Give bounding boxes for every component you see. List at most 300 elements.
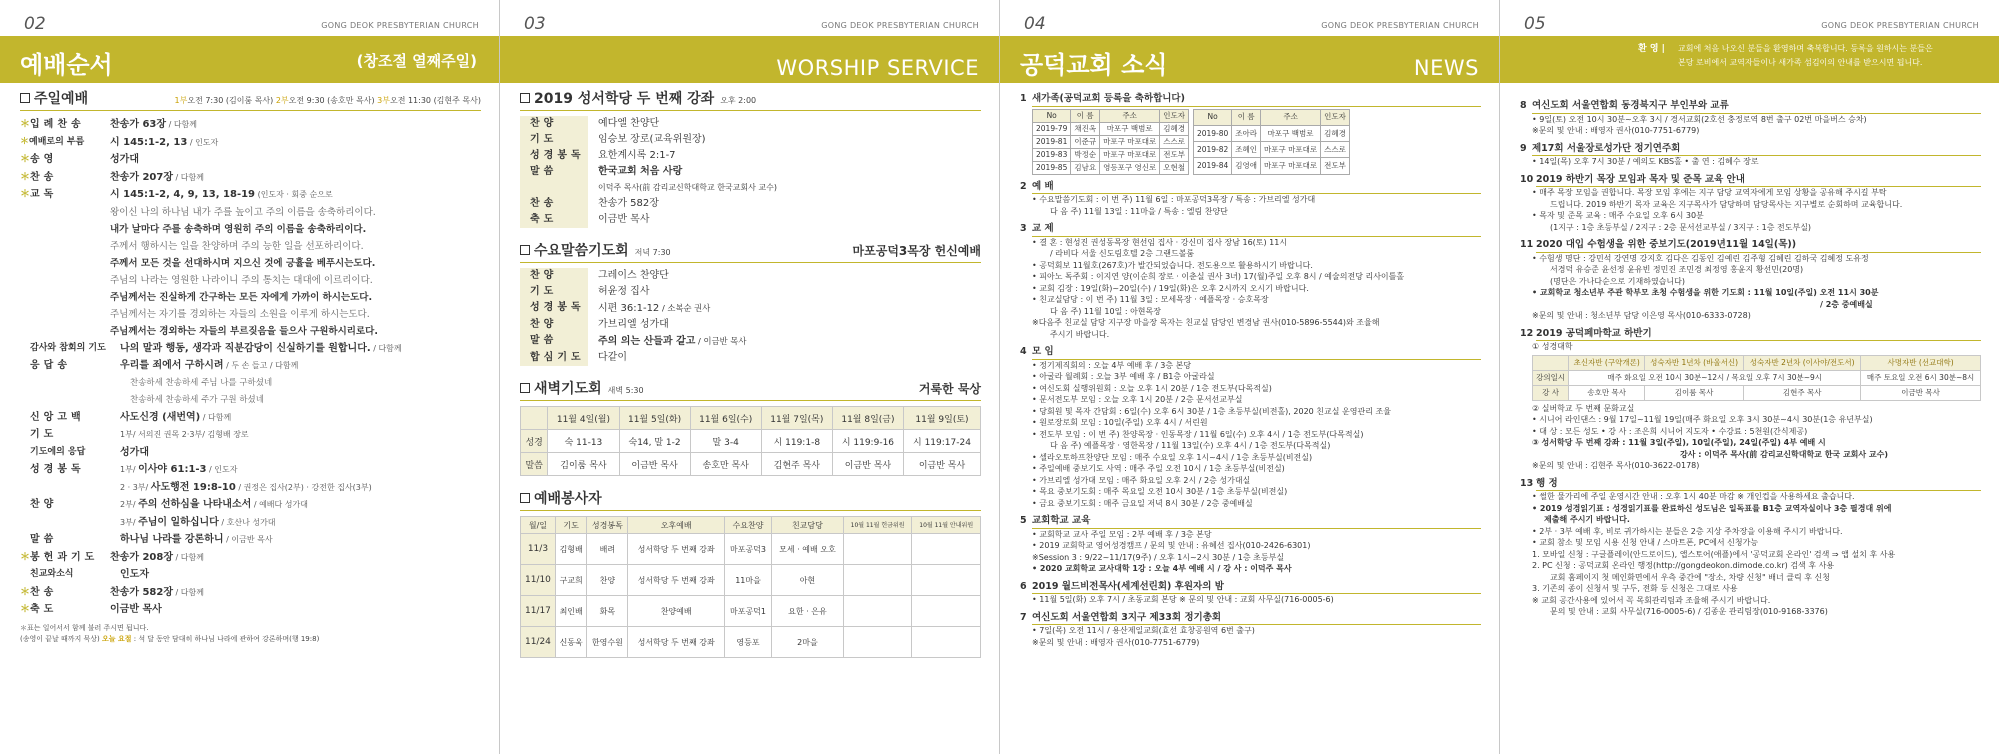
news-item: • 썰한 물가리에 주일 운영시간 안내 : 오후 1시 40분 마감 ※ 개인컵을 사용하세요 출습니다. xyxy=(1532,492,1855,501)
order-value xyxy=(120,426,481,444)
section-title: 수요말씀기도회 xyxy=(534,243,629,259)
order-main: 예다엘 찬양단 xyxy=(598,118,660,129)
verse-label: 오늘 요절 xyxy=(102,634,132,643)
row-header: 11/24 xyxy=(521,627,556,658)
order-sub: 1부/ xyxy=(120,465,139,474)
section-header xyxy=(520,378,981,401)
reading-line: 주님의 나라는 영원한 나라이니 주의 통치는 대대에 이르리이다. xyxy=(110,274,373,286)
page-title: 공덕교회 소식 xyxy=(1020,51,1168,79)
order-value xyxy=(588,333,746,350)
date-header: 11월 6일(수) xyxy=(690,407,761,430)
order-label: 찬양 xyxy=(30,499,58,510)
table-cell: 신동욱 xyxy=(555,627,587,658)
order-main: 찬송가 582장 xyxy=(598,198,659,209)
order-sub: / 두 손 들고 / 다함께 xyxy=(223,361,299,370)
row-header: 말씀 xyxy=(521,453,548,476)
news-item: • 14일(목) 오후 7시 30분 / 예의도 KBS홀 • 출 연 : 김혜수 장로 xyxy=(1532,157,1759,166)
welcome-line: 교회에 처음 나오신 분들을 환영하며 축복합니다. 등록을 원하시는 분들은 xyxy=(1678,44,1933,53)
news-item: ※다음주 친교실 담당 지구장 마을장 목자는 친교실 담당인 변경남 권사(010-5896-5544)와 조율해 xyxy=(1032,318,1380,327)
order-main: 다같이 xyxy=(598,352,627,363)
section-time: 저녁 7:30 xyxy=(634,248,671,257)
table-cell: 최인배 xyxy=(555,596,587,627)
order-label: 기도에의 응답 xyxy=(30,446,86,457)
table-cell: 영등포 xyxy=(725,627,772,658)
order-label xyxy=(20,479,120,497)
table-cell: 이금반 목사 xyxy=(619,453,690,476)
section-time: 새벽 5:30 xyxy=(607,386,644,395)
news-item: • 2019 교회학교 영어성경캠프 / 문의 및 안내 : 유혜선 집사(010-2426-6301) xyxy=(1032,541,1311,550)
order-sub: / 다함께 xyxy=(173,587,204,597)
news-heading: 모 임 xyxy=(1032,346,1481,360)
order-sub: 2 · 3부/ xyxy=(120,482,151,492)
table-cell: 마포구 마포대로 xyxy=(1261,142,1321,158)
order-row xyxy=(520,180,981,196)
order-row xyxy=(20,116,481,134)
news-heading: 2019 공덕페마학교 하반기 xyxy=(1536,328,1981,342)
order-label: 기도 xyxy=(520,284,588,300)
table-header-row xyxy=(1033,109,1189,122)
order-main: 나의 말과 행동, 생각과 직분감당이 신실하기를 원합니다. xyxy=(120,342,371,354)
table-cell: 스스로 xyxy=(1321,142,1350,158)
news-item: • 2부 · 3부 예배 후, 비로 귀가하시는 분들은 2층 지상 주차장을 이용해 주시기 바랍니다. xyxy=(1532,526,1843,536)
order-row xyxy=(20,566,481,584)
title-band xyxy=(500,36,999,83)
news-item: • 피아노 독주회 : 이지연 양(이순희 장로 · 이춘실 권사 3녀) 17(월)주일 오후 8시 / 예술의전당 리사이틀홀 xyxy=(1032,272,1405,281)
page-title-en: NEWS xyxy=(1413,56,1479,80)
table-row xyxy=(1193,142,1349,158)
star-note: ＊표는 일어서서 함께 불러 주시면 됩니다. xyxy=(20,623,149,632)
news-heading: 여신도회 서울연합회 동경북지구 부인부와 교류 xyxy=(1532,100,1981,114)
usher-names-cell xyxy=(912,627,981,658)
order-value xyxy=(120,340,481,358)
news-body: 1 새가족(공덕교회 등록을 축하합니다) No 이 름 주소 인도자 2019-79 채진옥 마포구 백범로 김혜경 2019-81 이준규 마포구 마포대로 스스로 2019-83 박정순 마포구 마포대로 전도부 2019-85 김남요 영등포구 영신로 오현철 No 이 름 주소 인도자 2019-80 조아라 마포구 백범로 김혜경 2019-82 조혜인 마포구 마포대로 스스로 2019-84 김영애 마포구 마포대로 전도부 2 예 배 • 수요말씀기도회 : 이 번 주) 11월 6일 : 마포공덕3목장 / 특송 : 가브리엘 성가대 다 음 주) 11월 13일 : 11마을 / 특송 : 엘림 찬양단 3 교 제 • 결 혼 : 현성진 권성동목장 현선임 집사 · 강신미 집사 장남 16(토) 11시 / 라비다 서울 신도림호텔 2층 그랜드볼룸 • 공덕회보 11월호(267호)가 발간되었습니다. 전도용으로 활용하시기 바랍니다. • 피아노 독주회 : 이지연 양(이순희 장로 · 이춘실 권사 3녀) 17(월)주일 오후 8시 / 예술의전당 리사이틀홀 • 교회 김장 : 19일(화)~20일(수) / 19일(화)은 오후 2시까지 오시기 바랍니다. • 친교실담당 : 이 번 주) 11월 3일 : 모세목장 · 예플목장 · 승호목장 다 음 주) 11월 10일 : 아현목장 ※다음주 친교실 담당 지구장 마을장 목자는 친교실 담당인 변경남 권사(010-5896-5544)와 조율해 주시기 바랍니다. 4 모 임 • 정기제직회의 : 오늘 4부 예배 후 / 3층 본당 • 아굴라 월례회 : 오늘 3부 예배 후 / B1층 아굴라실 • 여신도회 실행위원회 : 오늘 오후 1시 20분 / 1층 전도부(다목적실) • 문서전도부 모임 : 오늘 오후 1시 20분 / 2층 문서선교부실 • 당회원 및 목자 간담회 : 6일(수) 오후 6시 30분 / 1층 초등부실(비전홀), 2020 친교실 운영관리 조율 • 원로장로회 모임 : 10일(주일) 오후 4시 / 서린원 • 전도부 모임 : 이 번 주) 찬양목장 · 인동목장 / 11월 6일(수) 오후 4시 / 1층 전도부(다목적실) 다 음 주) 예플목장 · 영한목장 / 11월 13일(수) 오후 4시 / 1층 전도부(다목적실) • 셀라오토하프찬양단 모임 : 매주 수요일 오후 1시~4시 / 1층 초등부실(비전실) • 주일예배 중보기도 사역 : 매주 주일 오전 10시 / 1층 초등부실(비전실) • 가브리엘 성가대 모임 : 매주 화요일 오후 2시 / 2층 성가대실 • 목요 중보기도회 : 매주 목요일 오전 10시 30분 / 1층 초등부실(비전실) • 금요 중보기도회 : 매주 금요일 저녁 8시 30분 / 2층 중예배실 5 교회학교 교육 • 교회학교 교사 주일 모임 : 2부 예배 후 / 3층 본당 • 2019 교회학교 영어성경캠프 / 문의 및 안내 : 유혜선 집사(010-2426-6301) ※Session 3 : 9/22~11/17(9주) / 오후 1시~2시 30분 / 1층 초등부실 • 2020 교회학교 교사대학 1강 : 오늘 4부 예배 시 / 강 사 : 이덕주 목사 6 2019 월드비전목사(세계선린회) 후원자의 밤 • 11월 5일(화) 오후 7시 / 초동교회 본당 ※ 문의 및 안내 : 교회 사무실(716-0005-6) 7 여신도회 서울연합회 3지구 제33회 정기총회 • 7일(목) 오전 11시 / 용산제일교회(효선 효창공원역 6번 출구) ※문의 및 안내 : 배영자 권사(010-7751-6779) xyxy=(1020,93,1481,754)
reading-line: 내가 날마다 주를 송축하며 영원히 주의 이름을 송축하리이다. xyxy=(110,223,367,235)
news-item: • 시니어 라인댄스 : 9월 17일~11월 19일(매주 화요일 오후 3시 30분~4시 30분(1층 유년부실) xyxy=(1532,415,1873,424)
news-item: • 2019 성경읽기표 : 성경읽기표를 완료하신 성도님은 일독표를 B1층 교역자실이나 3층 필경대 위에 xyxy=(1532,503,1892,513)
page-title-en: WORSHIP SERVICE xyxy=(776,56,979,80)
wednesday-order xyxy=(520,268,981,366)
news-item: ※문의 및 안내 : 김현주 목사(010-3622-0178) xyxy=(1532,461,1700,470)
order-label: ＊ 축도 xyxy=(20,601,110,619)
donation-names-cell xyxy=(843,565,912,596)
table-row xyxy=(521,565,981,596)
page-05 xyxy=(1500,0,1999,754)
news-item: • 목요 중보기도회 : 매주 목요일 오전 10시 30분 / 1층 초등부실(비전실) xyxy=(1032,487,1288,496)
order-main: 사도신경 (새번역) xyxy=(120,411,201,423)
order-main: 가브리엘 성가대 xyxy=(598,319,669,330)
column-header: 초신자반 (구약개론) xyxy=(1569,355,1645,370)
service-number: 3부 xyxy=(377,96,390,105)
column-header: 사명자반 (선교대학) xyxy=(1861,355,1981,370)
order-row xyxy=(20,186,481,204)
news-item: ※문의 및 안내 : 청소년부 담당 이은영 목사(010-6333-0728) xyxy=(1532,311,1751,320)
news-item: 주시기 바랍니다. xyxy=(1050,329,1110,339)
welcome-line: 본당 로비에서 교역자들이나 새가족 섬김이의 안내를 받으시면 됩니다. xyxy=(1678,58,1923,67)
order-value xyxy=(588,196,659,212)
table-row xyxy=(521,627,981,658)
table-cell: 2019-80 xyxy=(1193,125,1231,141)
order-row xyxy=(20,357,481,375)
order-row xyxy=(520,212,981,228)
table-cell: 김영애 xyxy=(1232,158,1261,174)
square-icon xyxy=(520,245,530,255)
column-header: No xyxy=(1033,109,1071,122)
table-corner xyxy=(1533,355,1569,370)
order-main: 허윤정 집사 xyxy=(598,286,650,297)
table-row xyxy=(1193,158,1349,174)
news-heading: 2020 대입 수험생을 위한 중보기도(2019년11월 14일(목)) xyxy=(1536,239,1981,253)
order-value xyxy=(588,300,710,317)
table-cell: 2019-83 xyxy=(1033,148,1071,161)
order-main: 시편 36:1-12 xyxy=(598,303,660,314)
news-item: • 9일(토) 오전 10시 30분~오후 3시 / 경서교회(2호선 충정로역 8번 출구 02번 마을버스 승차) xyxy=(1532,114,1867,124)
table-cell: 매주 화요일 오전 10시 30분~12시 / 목요일 오후 7시 30분~9시 xyxy=(1569,370,1861,385)
church-name: GONG DEOK PRESBYTERIAN CHURCH xyxy=(821,21,979,30)
dawn-prayer-table xyxy=(520,406,981,476)
donation-names-cell xyxy=(843,534,912,565)
page-04 xyxy=(1000,0,1499,754)
order-main: 주의 선하심을 나타내소서 xyxy=(138,499,252,510)
table-row xyxy=(1193,125,1349,141)
table-cell: 숙 11-13 xyxy=(548,430,619,453)
news-item: • 원로장로회 모임 : 10일(주일) 오후 4시 / 서린원 xyxy=(1032,418,1208,427)
table-cell: 성서학당 두 번째 강좌 xyxy=(628,534,725,565)
order-value xyxy=(120,514,481,532)
order-sub: / 다함께 xyxy=(173,552,204,562)
news-item: 강사 : 이덕주 목사(前 감리교신학대학교 한국 교회사 교수) xyxy=(1680,449,1889,459)
column-header: No xyxy=(1193,109,1231,125)
service-times xyxy=(175,95,481,106)
table-cell: 김남요 xyxy=(1071,161,1100,174)
table-cell: 성서학당 두 번째 강좌 xyxy=(628,565,725,596)
order-label: ＊ 입례찬송 xyxy=(20,116,110,134)
order-main: 찬송가 582장 xyxy=(110,586,173,598)
table-cell: 성서학당 두 번째 강좌 xyxy=(628,627,725,658)
order-main: 시 145:1-2, 4, 9, 13, 18-19 xyxy=(110,189,256,200)
section-header xyxy=(520,488,981,511)
title-band xyxy=(0,36,499,83)
news-item: • 수요말씀기도회 : 이 번 주) 11월 6일 : 마포공덕3목장 / 특송 : 가브리엘 성가대 xyxy=(1032,195,1316,204)
table-cell: 이금반 목사 xyxy=(1861,385,1981,400)
column-header: 10월 11월 안내위원 xyxy=(912,517,981,534)
table-cell: 찬양예배 xyxy=(628,596,725,627)
column-header: 친교담당 xyxy=(772,517,844,534)
order-row xyxy=(20,444,481,462)
order-label: 합심기도 xyxy=(520,350,588,366)
order-row xyxy=(20,169,481,187)
table-cell: 김형배 xyxy=(555,534,587,565)
news-item: • 교회 김장 : 19일(화)~20일(수) / 19일(화)은 오후 2시까지 오시기 바랍니다. xyxy=(1032,283,1309,293)
welcome-band xyxy=(1500,36,1999,83)
table-header-row xyxy=(1533,355,1981,370)
order-row xyxy=(20,151,481,169)
table-cell: 채진옥 xyxy=(1071,122,1100,135)
table-cell: 구교희 xyxy=(555,565,587,596)
news-item: • 교회학교 교사 주일 모임 : 2부 예배 후 / 3층 본당 xyxy=(1032,529,1212,539)
square-icon xyxy=(520,383,530,393)
new-member-table-right xyxy=(1193,109,1350,175)
order-main: 하나님 나라를 강론하니 xyxy=(120,534,224,545)
table-header-row xyxy=(521,407,981,430)
page-03 xyxy=(500,0,999,754)
order-value xyxy=(120,566,481,584)
order-label: 성경봉독 xyxy=(520,148,588,164)
column-header: 오후예배 xyxy=(628,517,725,534)
order-value xyxy=(120,479,481,497)
column-header: 이 름 xyxy=(1232,109,1261,125)
order-main: 요한계시록 2:1-7 xyxy=(598,150,676,161)
table-header-row xyxy=(521,517,981,534)
table-cell: 마포공덕1 xyxy=(725,596,772,627)
news-body: 8 여신도회 서울연합회 동경북지구 부인부와 교류 • 9일(토) 오전 10시 30분~오후 3시 / 경서교회(2호선 충정로역 8번 출구 02번 마을버스 승차) ※문의 및 안내 : 배영자 권사(010-7751-6779) 9 제17회 서울장로성가단 정기연주회 • 14일(목) 오후 7시 30분 / 예의도 KBS홀 • 출 연 : 김혜수 장로 10 2019 하반기 목장 모임과 목자 및 준목 교육 안내 • 매주 목장 모임을 권합니다. 목장 모임 후에는 지구 담당 교역자에게 모임 상황을 공유해 주시길 부탁 드립니다. 2019 하반기 목자 교육은 지구목사가 담당하며 담당목사는 지구별로 순회하며 교육합니다. • 목자 및 준목 교육 : 매주 수요일 오후 6시 30분 (1지구 : 1층 초등부실 / 2지구 : 2층 문서선교부실 / 3지구 : 1층 전도부실) 11 2020 대입 수험생을 위한 중보기도(2019년11월 14일(목)) • 수험생 명단 : 강민석 강연명 강지호 김다은 김동인 김예린 김주형 김혜린 김하국 김혜정 도유정 서경덕 유승준 윤선정 윤유빈 정민진 조민경 최정영 홍윤지 황선민(20명) (명단은 가나다순으로 기재하였습니다) • 교회학교 청소년부 주관 학부모 초청 수험생을 위한 기도회 : 11월 10일(주일) 오전 11시 30분 / 2층 중예배실 ※문의 및 안내 : 청소년부 담당 이은영 목사(010-6333-0728) 12 2019 공덕페마학교 하반기 ① 성경대학 초신자반 (구약개론) 성숙자반 1년차 (바울서신) 성숙자반 2년차 (이사야/전도서) 사명자반 (선교대학) 강의일시 매주 화요일 오전 10시 30분~12시 / 목요일 오후 7시 30분~9시 매주 토요일 오전 6시 30분~8시 강 사 송호만 목사 김이룸 목사 김현주 목사 이금반 목사 ② 실버학교 두 번째 문화교실 • 시니어 라인댄스 : 9월 17일~11월 19일(매주 화요일 오후 3시 30분~4시 30분(1층 유년부실) • 대 상 : 모든 성도 • 강 사 : 조은희 시니어 지도자 • 수강료 : 5천원(간식제공) ③ 성서학당 두 번째 강좌 : 11월 3일(주일), 10일(주일), 24일(주일) 4부 예배 시 강사 : 이덕주 목사(前 감리교신학대학교 한국 교회사 교수) ※문의 및 안내 : 김현주 목사(010-3622-0178) 13 행 정 • 썰한 물가리에 주일 운영시간 안내 : 오후 1시 40분 마감 ※ 개인컵을 사용하세요 출습니다. • 2019 성경읽기표 : 성경읽기표를 완료하신 성도님은 일독표를 B1층 교역자실이나 3층 필경대 위에 제출해 주시기 바랍니다. • 2부 · 3부 예배 후, 비로 귀가하시는 분들은 2층 지상 주차장을 이용해 주시기 바랍니다. • 교회 참소 및 모임 시용 신청 안내 / 스마트폰, PC에서 신청가능 1. 모바일 신청 : 구글플레이(안드로이드), 앱스토어(애플)에서 '공덕교회 온라인' 검색 ⇒ 앱 설치 후 사용 2. PC 신청 : 공덕교회 온라인 행정(http://gongdeokon.dimode.co.kr) 검색 후 사용 교회 홈페이지 첫 메인화면에서 우측 중간에 "장소, 차량 신청" 배너 클릭 후 신청 3. 기존의 종이 신청서 및 구두, 전화 등 신청은 그대로 사용 ※ 교회 공간사용에 있어서 꼭 목회관리팀과 조율해 주시기 바랍니다. 문의 및 안내 : 교회 사무실(716-0005-6) / 김종운 관리팀장(010-9168-3376) xyxy=(1520,100,1981,754)
order-main: 이사야 61:1-3 xyxy=(138,464,207,475)
order-label xyxy=(20,514,120,532)
order-row xyxy=(20,426,481,444)
order-value xyxy=(588,148,676,164)
service-number: 2부 xyxy=(275,96,289,105)
order-label: 찬양 xyxy=(520,268,588,284)
section-title: 예배봉사자 xyxy=(534,491,602,507)
order-label: 찬송 xyxy=(520,196,588,212)
donation-names-cell xyxy=(843,627,912,658)
order-sub: / 인도자 xyxy=(187,137,219,147)
order-value xyxy=(110,601,481,619)
news-heading: 행 정 xyxy=(1536,478,1981,492)
order-sub: / 소복순 권사 xyxy=(659,303,711,313)
order-row xyxy=(20,340,481,358)
table-cell: 조혜인 xyxy=(1232,142,1261,158)
order-value xyxy=(588,350,627,366)
table-cell: 김이룸 목사 xyxy=(1645,385,1744,400)
news-item: • 11월 5일(화) 오후 7시 / 초동교회 본당 ※ 문의 및 안내 : 교회 사무실(716-0005-6) xyxy=(1032,595,1334,604)
order-sub: / 이금반 목사 xyxy=(695,336,747,346)
section-header xyxy=(520,88,981,111)
order-main: 성가대 xyxy=(120,446,149,458)
news-item: 제출해 주시기 바랍니다. xyxy=(1544,515,1630,524)
order-row xyxy=(20,461,481,479)
square-icon xyxy=(520,93,530,103)
news-item: • 교회학교 청소년부 주관 학부모 초청 수험생을 위한 기도회 : 11월 10일(주일) 오전 11시 30분 xyxy=(1532,288,1879,297)
table-cell: 이금반 목사 xyxy=(832,453,903,476)
news-item: 다 음 주) 11월 10일 : 아현목장 xyxy=(1050,306,1161,316)
section-header xyxy=(20,88,481,111)
church-name: GONG DEOK PRESBYTERIAN CHURCH xyxy=(1821,21,1979,30)
table-cell: 시 119:1-8 xyxy=(761,430,832,453)
news-item: ※ 교회 공간사용에 있어서 꼭 목회관리팀과 조율해 주시기 바랍니다. xyxy=(1532,595,1771,605)
order-label: 말씀 xyxy=(30,534,58,545)
order-label: 찬양 xyxy=(520,317,588,333)
order-value xyxy=(120,409,481,427)
news-item: ① 성경대학 xyxy=(1532,342,1573,351)
volunteer-table xyxy=(520,516,981,658)
table-cell: 마포구 백범로 xyxy=(1261,125,1321,141)
news-item: ※문의 및 안내 : 배영자 권사(010-7751-6779) xyxy=(1532,126,1700,135)
news-heading: 2019 월드비전목사(세계선린회) 후원자의 밤 xyxy=(1032,581,1481,595)
order-label xyxy=(520,180,588,196)
news-item: 다 음 주) 예플목장 · 영한목장 / 11월 13일(수) 오후 4시 / 1층 전도부(다목적실) xyxy=(1050,441,1331,450)
news-item: 2. PC 신청 : 공덕교회 온라인 행정(http://gongdeokon.dimode.co.kr) 검색 후 사용 xyxy=(1532,561,1835,570)
usher-names-cell xyxy=(912,596,981,627)
order-row xyxy=(520,196,981,212)
row-header: 강의일시 xyxy=(1533,370,1569,385)
order-value xyxy=(120,531,481,549)
order-main: 우리를 죄에서 구하시려 xyxy=(120,360,224,371)
table-row xyxy=(521,596,981,627)
news-heading: 제17회 서울장로성가단 정기연주회 xyxy=(1532,143,1981,157)
row-header: 11/10 xyxy=(521,565,556,596)
table-cell: 송호만 목사 xyxy=(690,453,761,476)
table-row xyxy=(1033,135,1189,148)
order-label: 찬양 xyxy=(520,116,588,132)
order-row xyxy=(20,496,481,514)
order-value xyxy=(120,357,481,375)
table-cell: 마포구 마포대로 xyxy=(1100,135,1160,148)
news-item: ※문의 및 안내 : 배영자 권사(010-7751-6779) xyxy=(1032,637,1200,647)
table-cell: 조아라 xyxy=(1232,125,1261,141)
news-item: • 가브리엘 성가대 모임 : 매주 화요일 오후 2시 / 2층 성가대실 xyxy=(1032,475,1251,485)
column-header: 주소 xyxy=(1261,109,1321,125)
order-main: 한국교회 처음 사랑 xyxy=(598,166,683,177)
column-header: 주소 xyxy=(1100,109,1160,122)
service-time: 오전 11:30 (김현주 목사) xyxy=(389,96,481,105)
square-icon xyxy=(520,493,530,503)
reading-line: 왕이신 나의 하나님 내가 주를 높이고 주의 이름을 송축하리이다. xyxy=(110,206,376,218)
order-row xyxy=(20,531,481,549)
order-label: ＊ 송영 xyxy=(20,151,110,169)
table-cell: 마포구 마포대로 xyxy=(1261,158,1321,174)
order-row xyxy=(520,268,981,284)
order-value xyxy=(588,164,682,180)
order-main: 그레이스 찬양단 xyxy=(598,270,669,281)
table-row xyxy=(1533,385,1981,400)
news-item: 드립니다. 2019 하반기 목자 교육은 지구목사가 담당하며 담당목사는 지구별로 순회하며 교육합니다. xyxy=(1550,199,1903,209)
news-item: • 당회원 및 목자 간담회 : 6일(수) 오후 6시 30분 / 1층 초등부실(비전홀), 2020 친교실 운영관리 조율 xyxy=(1032,406,1391,416)
page-number: 03 xyxy=(524,14,546,34)
order-main: 사도행전 19:8-10 xyxy=(150,481,236,493)
order-value xyxy=(120,496,481,514)
order-main: 이금반 목사 xyxy=(110,604,162,615)
order-row xyxy=(20,549,481,567)
order-value xyxy=(588,132,706,148)
column-header: 성숙자반 2년차 (이사야/전도서) xyxy=(1744,355,1861,370)
order-main: 주님이 일하십니다 xyxy=(138,516,219,528)
page-title: 예배순서 xyxy=(20,51,113,79)
news-item: 다 음 주) 11월 13일 : 11마을 / 특송 : 엘림 찬양단 xyxy=(1050,206,1228,216)
order-label: 축도 xyxy=(520,212,588,228)
date-header: 11월 9일(토) xyxy=(904,407,981,430)
usher-names-cell xyxy=(912,565,981,596)
table-row xyxy=(1033,122,1189,135)
order-row xyxy=(20,479,481,497)
news-item: ③ 성서학당 두 번째 강좌 : 11월 3일(주일), 10일(주일), 24일(주일) 4부 예배 시 xyxy=(1532,438,1826,447)
page-number: 02 xyxy=(24,14,46,34)
order-value xyxy=(110,549,481,567)
order-sub: / 다함께 xyxy=(166,120,198,129)
table-cell: 11마을 xyxy=(725,565,772,596)
order-main: 이덕주 목사(前 감리교신학대학교 한국교회사 교수) xyxy=(598,183,777,192)
table-cell: 김혜경 xyxy=(1321,125,1350,141)
worship-details xyxy=(520,88,981,754)
section-right: 마포공덕3목장 헌신예배 xyxy=(852,244,981,258)
page-subtitle: (창조절 열째주일) xyxy=(356,52,477,70)
order-sub: / 다함께 xyxy=(173,172,204,182)
table-row xyxy=(1533,370,1981,385)
column-header: 인도자 xyxy=(1160,109,1189,122)
row-header: 11/17 xyxy=(521,596,556,627)
donation-names-cell xyxy=(843,596,912,627)
service-number: 1부 xyxy=(174,96,188,105)
response-line: 찬송하세 찬송하세 주가 구원 하셨네 xyxy=(130,394,264,405)
reading-line: 주님께서는 진실하게 간구하는 모든 자에게 가까이 하시는도다. xyxy=(110,291,373,303)
column-header: 수요찬양 xyxy=(725,517,772,534)
order-sub: 2부/ xyxy=(120,500,139,509)
table-cell: 김이룸 목사 xyxy=(548,453,619,476)
news-item: 3. 기존의 종이 신청서 및 구두, 전화 등 신청은 그대로 사용 xyxy=(1532,584,1738,593)
news-item: • 금요 중보기도회 : 매주 금요일 저녁 8시 30분 / 2층 중예배실 xyxy=(1032,498,1253,508)
news-item: • 셀라오토하프찬양단 모임 : 매주 수요일 오후 1시~4시 / 1층 초등부실(비전실) xyxy=(1032,452,1313,462)
order-value xyxy=(110,584,481,602)
bible-college-table xyxy=(1532,355,1981,401)
news-item: 문의 및 안내 : 교회 사무실(716-0005-6) / 김종운 관리팀장(010-9168-3376) xyxy=(1550,607,1828,616)
church-name: GONG DEOK PRESBYTERIAN CHURCH xyxy=(321,21,479,30)
row-header: 11/3 xyxy=(521,534,556,565)
page-number: 04 xyxy=(1024,14,1046,34)
column-header: 기도 xyxy=(555,517,587,534)
order-sub: / 예배다 성가대 xyxy=(251,500,308,509)
table-cell: 김현주 목사 xyxy=(1744,385,1861,400)
news-heading: 예 배 xyxy=(1032,181,1481,195)
order-sub: / 다함께 xyxy=(370,343,402,353)
table-cell: 화목 xyxy=(587,596,628,627)
footnote xyxy=(20,623,481,645)
order-label: 응답송 xyxy=(30,360,71,371)
news-item: / 라비다 서울 신도림호텔 2층 그랜드볼룸 xyxy=(1050,249,1195,258)
order-sub: 3부/ xyxy=(120,517,139,527)
reading-line: 주께서 모든 것을 선대하시며 지으신 것에 긍휼을 베푸시는도다. xyxy=(110,257,376,269)
news-item: 서경덕 유승준 윤선정 윤유빈 정민진 조민경 최정영 홍윤지 황선민(20명) xyxy=(1550,265,1804,274)
reading-line: 주께서 행하시는 일을 찬양하며 주의 능한 일을 선포하리이다. xyxy=(110,240,364,252)
order-main: 찬송가 208장 xyxy=(110,551,173,563)
order-label: 말씀 xyxy=(520,333,588,350)
section-title: 새벽기도회 xyxy=(534,381,602,397)
table-cell: 2019-79 xyxy=(1033,122,1071,135)
table-row xyxy=(521,534,981,565)
table-cell: 2019-85 xyxy=(1033,161,1071,174)
table-header-row xyxy=(1193,109,1349,125)
table-row xyxy=(1033,161,1189,174)
column-header: 성경봉독 xyxy=(587,517,628,534)
church-name: GONG DEOK PRESBYTERIAN CHURCH xyxy=(1321,21,1479,30)
news-item: 교회 홈페이지 첫 메인화면에서 우측 중간에 "장소, 차량 신청" 배너 클릭 후 신청 xyxy=(1550,572,1830,582)
service-time: 오전 7:30 (김이룸 목사) xyxy=(187,96,274,105)
news-heading: 여신도회 서울연합회 3지구 제33회 정기총회 xyxy=(1032,612,1481,626)
table-cell: 영등포구 영신로 xyxy=(1100,161,1160,174)
order-row xyxy=(520,350,981,366)
table-cell: 시 119:9-16 xyxy=(832,430,903,453)
section-title: 주일예배 xyxy=(34,91,89,107)
column-header: 월/일 xyxy=(521,517,556,534)
table-cell: 김현주 목사 xyxy=(761,453,832,476)
section-time: 오후 2:00 xyxy=(720,96,757,105)
news-item: • 친교실담당 : 이 번 주) 11월 3일 : 모세목장 · 예플목장 · 승호목장 xyxy=(1032,295,1269,304)
table-cell: 한영수원 xyxy=(587,627,628,658)
table-corner xyxy=(521,407,548,430)
date-header: 11월 5일(화) xyxy=(619,407,690,430)
table-cell: 전도부 xyxy=(1321,158,1350,174)
order-row xyxy=(520,132,981,148)
order-label: ＊ 교독 xyxy=(20,186,110,204)
news-item: (1지구 : 1층 초등부실 / 2지구 : 2층 문서선교부실 / 3지구 : 1층 전도부실) xyxy=(1550,222,1812,232)
